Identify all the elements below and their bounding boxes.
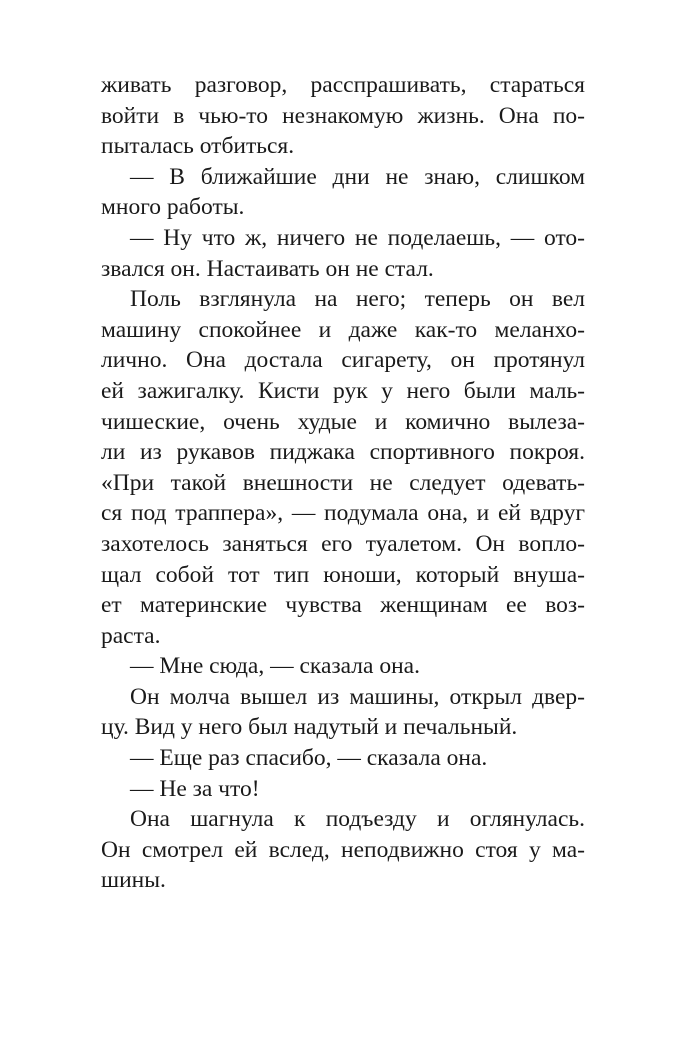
text-line: чишеские, очень худые и комично вылеза- <box>101 408 585 435</box>
text-line: много работы. <box>101 194 245 221</box>
text-line: ей зажигалку. Кисти рук у него были маль- <box>101 377 585 404</box>
text-line: — В ближайшие дни не знаю, слишком <box>130 163 585 190</box>
text-line: войти в чью-то незнакомую жизнь. Она по- <box>101 102 585 129</box>
text-line: захотелось заняться его туалетом. Он вопло- <box>101 530 585 557</box>
text-line: щал собой тот тип юноши, который внуша- <box>101 561 585 588</box>
text-line: «При такой внешности не следует одевать- <box>101 469 585 496</box>
text-line: — Мне сюда, — сказала она. <box>130 653 420 680</box>
text-line: цу. Вид у него был надутый и печальный. <box>101 714 518 741</box>
text-line: Он молча вышел из машины, открыл двер- <box>130 683 585 710</box>
text-line: пыталась отбиться. <box>101 133 295 160</box>
text-line: — Еще раз спасибо, — сказала она. <box>130 745 488 772</box>
text-line: Она шагнула к подъезду и оглянулась. <box>130 806 585 833</box>
text-line: ет материнские чувства женщинам ее воз- <box>101 592 585 619</box>
text-line: звался он. Настаивать он не стал. <box>101 255 434 282</box>
text-line: живать разговор, расспрашивать, стараться <box>101 72 585 98</box>
text-line: Он смотрел ей вслед, неподвижно стоя у ма- <box>101 836 585 863</box>
text-line: — Ну что ж, ничего не поделаешь, — ото- <box>130 224 585 251</box>
text-line: ли из рукавов пиджака спортивного покроя. <box>101 439 585 466</box>
text-line: ся под траппера», — подумала она, и ей вдруг <box>101 500 585 527</box>
text-line: лично. Она достала сигарету, он протянул <box>101 347 585 374</box>
book-page-text <box>101 70 585 896</box>
text-line: шины. <box>101 867 166 894</box>
text-line: раста. <box>101 622 161 649</box>
text-line: машину спокойнее и даже как-то меланхо- <box>101 316 585 343</box>
text-line: Поль взглянула на него; теперь он вел <box>130 286 585 313</box>
text-line: — Не за что! <box>130 775 260 802</box>
